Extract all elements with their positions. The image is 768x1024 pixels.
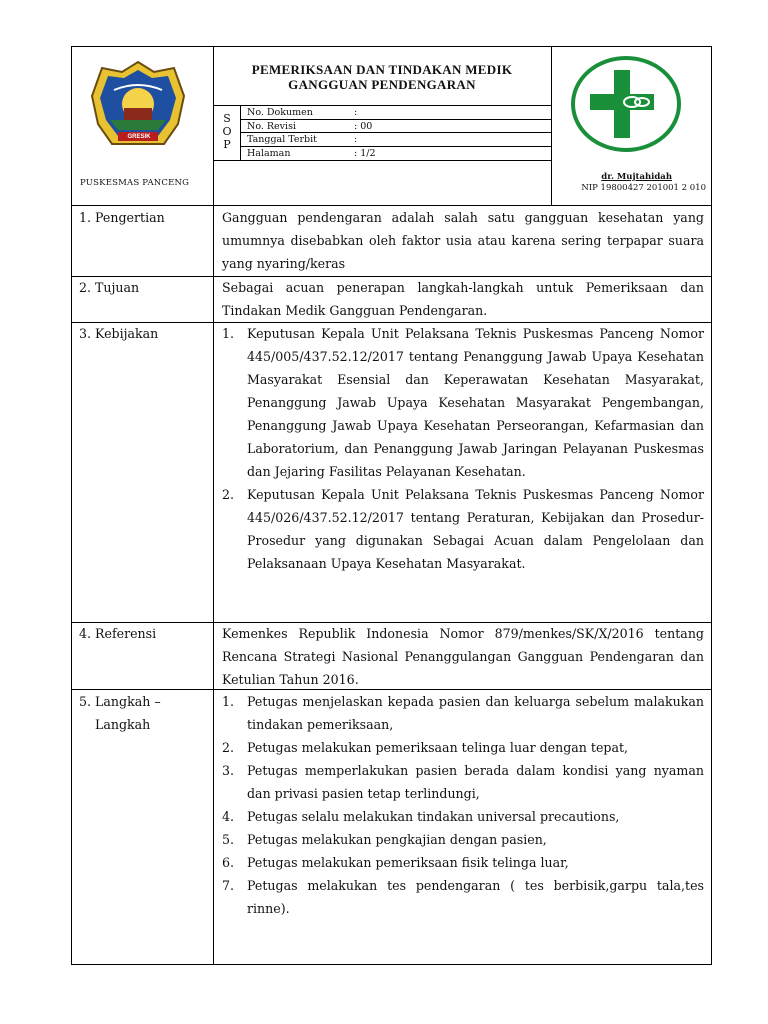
- section-text-tujuan: Sebagai acuan penerapan langkah-langkah untuk Pemeriksaan dan Tindakan Medik Gangguan Pendengaran.: [222, 280, 704, 318]
- item-text: Petugas selalu melakukan tindakan universal precautions,: [247, 809, 620, 824]
- langkah-list: [222, 690, 704, 920]
- section-text-pengertian: Gangguan pendengaran adalah salah satu gangguan kesehatan yang umumnya disebabkan oleh faktor usia atau karena sering terpapar suara yang nyaring/keras: [222, 210, 704, 271]
- label-line: Langkah: [95, 717, 151, 732]
- item-text: Petugas melakukan pemeriksaan fisik telinga luar,: [247, 855, 569, 870]
- logo-caption: GRESIK: [127, 134, 151, 140]
- org-name: PUSKESMAS PANCENG: [80, 178, 190, 188]
- puskesmas-logo: [568, 54, 684, 154]
- title-line-2: GANGGUAN PENDENGARAN: [288, 77, 476, 92]
- list-item: [222, 322, 704, 483]
- doc-field-label: No. Dokumen: [247, 107, 313, 118]
- doc-field-value: : 00: [354, 121, 373, 132]
- list-item: [222, 851, 704, 874]
- section-label-langkah: [79, 690, 161, 736]
- item-number: 2.: [222, 740, 235, 755]
- item-number: 1.: [222, 694, 235, 709]
- sop-letter: S: [223, 112, 231, 125]
- list-item: [222, 759, 704, 805]
- section-label-pengertian: 1. Pengertian: [79, 210, 165, 225]
- item-number: 3.: [222, 763, 235, 778]
- list-item: [222, 874, 704, 920]
- section-label-referensi: 4. Referensi: [79, 626, 157, 641]
- sop-letter: P: [223, 138, 231, 151]
- doc-field-value: : 1/2: [354, 148, 376, 159]
- sop-letters: [214, 112, 240, 151]
- column-divider: [213, 46, 214, 965]
- item-text: Petugas melakukan pemeriksaan telinga luar dengan tepat,: [247, 740, 629, 755]
- kebijakan-list: [222, 322, 704, 575]
- item-number: 5.: [222, 832, 235, 847]
- item-text: Petugas memperlakukan pasien berada dalam kondisi yang nyaman dan privasi pasien tetap terlindungi,: [247, 763, 704, 801]
- doc-field-label: No. Revisi: [247, 121, 296, 132]
- doc-field-value: :: [354, 134, 358, 145]
- list-item: [222, 805, 704, 828]
- list-item: [222, 690, 704, 736]
- title-line-1: PEMERIKSAAN DAN TINDAKAN MEDIK: [251, 62, 513, 77]
- doc-field-label: Tanggal Terbit: [247, 134, 317, 145]
- item-text: Petugas menjelaskan kepada pasien dan keluarga sebelum malakukan tindakan pemeriksaan,: [247, 694, 704, 732]
- item-number: 4.: [222, 809, 235, 824]
- item-number: 2.: [222, 487, 235, 502]
- item-text: Keputusan Kepala Unit Pelaksana Teknis Puskesmas Panceng Nomor 445/026/437.52.12/2017 tentang Peraturan, Kebijakan dan Prosedur-Prosedur yang digunakan Sebagai Acuan dalam Pengelolaan dan Pelaksanaan Upaya Kesehatan Masyarakat.: [247, 487, 704, 571]
- doc-field-label: Halaman: [247, 148, 291, 159]
- list-item: [222, 736, 704, 759]
- item-number: 7.: [222, 878, 235, 893]
- list-item: [222, 828, 704, 851]
- item-number: 6.: [222, 855, 235, 870]
- signer-nip: NIP 19800427 201001 2 010: [581, 183, 706, 193]
- document-title: [213, 62, 551, 92]
- section-label-tujuan: 2. Tujuan: [79, 280, 140, 295]
- signer-name: dr. Mujtahidah: [601, 172, 672, 182]
- doc-field-value: :: [354, 107, 358, 118]
- item-text: Petugas melakukan pengkajian dengan pasien,: [247, 832, 547, 847]
- section-text-referensi: Kemenkes Republik Indonesia Nomor 879/menkes/SK/X/2016 tentang Rencana Strategi Nasional Penanggulangan Gangguan Pendengaran dan Ketulian Tahun 2016.: [222, 626, 704, 687]
- header-line: [213, 160, 551, 161]
- sop-letter: O: [222, 125, 232, 138]
- item-text: Petugas melakukan tes pendengaran ( tes berbisik,garpu tala,tes rinne).: [247, 878, 704, 916]
- label-line: 5. Langkah –: [79, 694, 161, 709]
- section-label-kebijakan: 3. Kebijakan: [79, 326, 159, 341]
- item-number: 1.: [222, 326, 235, 341]
- list-item: [222, 483, 704, 575]
- item-text: Keputusan Kepala Unit Pelaksana Teknis Puskesmas Panceng Nomor 445/005/437.52.12/2017 tentang Penanggung Jawab Upaya Kesehatan Masyarakat Esensial dan Keperawatan Kesehatan Masyarakat, Penanggung Jawab Upaya Kesehatan Masyarakat Pengembangan, Penanggung Jawab Upaya Kesehatan Perseorangan, Kefarmasian dan Laboratorium, dan Penanggung Jawab Jaringan Pelayanan Puskesmas dan Jejaring Fasilitas Pelayanan Kesehatan.: [247, 326, 704, 479]
